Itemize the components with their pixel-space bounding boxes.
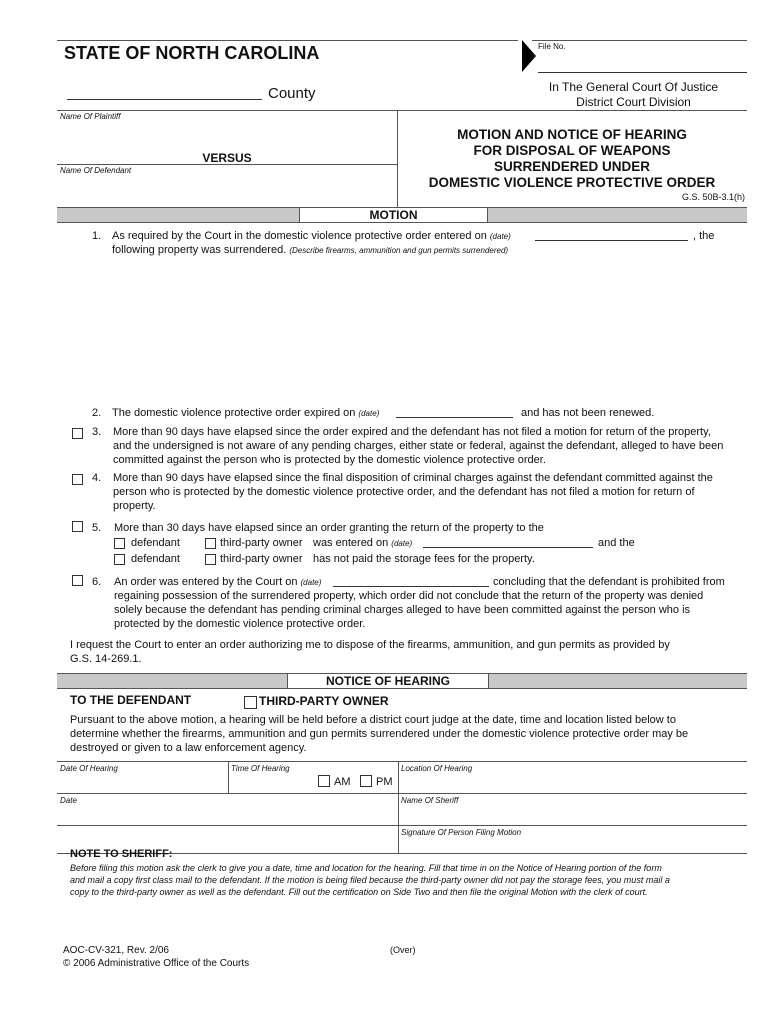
item1-date-field[interactable] — [535, 240, 688, 241]
notice-bar — [57, 673, 747, 689]
hearing-grid-mid — [57, 793, 747, 794]
item5-thirdparty-label: third-party owner — [220, 537, 303, 549]
file-marker-arrow-icon — [522, 40, 536, 72]
item5-defendant2-checkbox[interactable] — [114, 554, 125, 565]
hearing-grid-v2 — [398, 761, 399, 853]
item5-defendant-label: defendant — [131, 537, 180, 549]
item6-text-b: concluding that the defendant is prohibited from — [493, 576, 725, 588]
item5-checkbox[interactable] — [72, 521, 83, 532]
item1-the: , the — [693, 230, 715, 242]
item2-date-field[interactable] — [396, 417, 513, 418]
sheriff-note-line1: Before filing this motion ask the clerk to give you a date, time and location for the hearing. Fill that time in on the Notice of Hearing portion of the form — [70, 863, 662, 873]
location-label: Location Of Hearing — [401, 764, 473, 773]
item1-describe-hint: (Describe firearms, ammunition and gun permits surrendered) — [289, 246, 509, 255]
time-of-hearing-label: Time Of Hearing — [231, 764, 290, 773]
request-line2: G.S. 14-269.1. — [70, 653, 142, 665]
item3-text — [113, 425, 723, 467]
item3-line3: committed against the person who is protected by the domestic violence protective order. — [113, 454, 546, 466]
item5-entered-text: was entered on — [313, 537, 389, 549]
item5-number: 5. — [92, 522, 102, 534]
date-label: Date — [60, 796, 77, 805]
to-defendant-label: TO THE DEFENDANT — [70, 693, 192, 707]
sheriff-note-line2: and mail a copy first class mail to the defendant. If the motion is being filed because the third-party owner did not pay the storage fees, you must mail a — [70, 875, 670, 885]
item3-number: 3. — [92, 426, 102, 438]
item2-number: 2. — [92, 407, 102, 419]
motion-bar — [57, 207, 747, 223]
item6-date-hint: (date) — [300, 578, 322, 587]
request-line1: I request the Court to enter an order authorizing me to dispose of the firearms, ammunition, and gun permits as provided by — [70, 639, 670, 651]
over-label: (Over) — [390, 945, 416, 955]
item4-checkbox[interactable] — [72, 474, 83, 485]
title-line-4: DOMESTIC VIOLENCE PROTECTIVE ORDER — [428, 175, 716, 190]
item5-thirdparty2-checkbox[interactable] — [205, 554, 216, 565]
item1-text-line2 — [112, 243, 508, 258]
item5-notpaid: has not paid the storage fees for the property. — [313, 553, 535, 565]
state-title: STATE OF NORTH CAROLINA — [64, 43, 320, 63]
motion-heading: MOTION — [299, 207, 488, 223]
item1-text — [112, 229, 511, 244]
file-no-label: File No. — [538, 42, 566, 51]
item5-defendant2-label: defendant — [131, 553, 180, 565]
court-line1: In The General Court Of Justice — [548, 80, 719, 94]
item5-defendant-checkbox[interactable] — [114, 538, 125, 549]
item1-text-b: following property was surrendered. — [112, 244, 287, 256]
item5-andthe: and the — [598, 537, 635, 549]
hearing-grid-top — [57, 761, 747, 762]
item6-number: 6. — [92, 576, 102, 588]
item3-line1: More than 90 days have elapsed since the order expired and the defendant has not filed a motion for return of the property, — [113, 426, 711, 438]
item1-text-a: As required by the Court in the domestic violence protective order entered on — [112, 230, 487, 242]
notice-heading: NOTICE OF HEARING — [287, 673, 489, 689]
item6-text-a: An order was entered by the Court on — [114, 576, 298, 588]
pm-label: PM — [376, 776, 393, 788]
item4-line2: person who is protected by the domestic violence protective order, and the defendant has not filed a motion for return of — [113, 486, 695, 498]
copyright: © 2006 Administrative Office of the Courts — [63, 958, 250, 969]
sheriff-note-text — [70, 862, 670, 898]
item4-number: 4. — [92, 472, 102, 484]
item5-line1: More than 30 days have elapsed since an order granting the return of the property to the — [114, 522, 544, 534]
plaintiff-label: Name Of Plaintiff — [60, 112, 121, 121]
item6-date-field[interactable] — [333, 586, 489, 587]
sheriff-name-label: Name Of Sheriff — [401, 796, 459, 805]
am-checkbox[interactable] — [318, 775, 330, 787]
signature-label: Signature Of Person Filing Motion — [401, 828, 522, 837]
item1-number: 1. — [92, 230, 102, 242]
item3-checkbox[interactable] — [72, 428, 83, 439]
item2-date-hint: (date) — [358, 409, 380, 418]
sheriff-note-line3: copy to the third-party owner as well as the defendant. Fill out the certification on Side Two and then file the original Motion with the clerk of court. — [70, 887, 648, 897]
item5-date-field[interactable] — [423, 547, 593, 548]
notice-line1: Pursuant to the above motion, a hearing will be held before a district court judge at the date, time and location listed below to — [70, 714, 676, 726]
defendant-label: Name Of Defendant — [60, 166, 132, 175]
item2-text — [112, 406, 379, 421]
item6-text — [114, 589, 703, 631]
item6-text-a-wrap — [114, 575, 321, 590]
title-line-2: FOR DISPOSAL OF WEAPONS — [473, 143, 671, 158]
date-of-hearing-label: Date Of Hearing — [60, 764, 118, 773]
statute-ref: G.S. 50B-3.1(h) — [681, 192, 745, 202]
item1-date-hint: (date) — [489, 232, 511, 241]
sheriff-note-heading: NOTE TO SHERIFF: — [70, 848, 173, 860]
item6-checkbox[interactable] — [72, 575, 83, 586]
title-line-3: SURRENDERED UNDER — [493, 159, 650, 174]
item4-line3: property. — [113, 500, 156, 512]
item2-text-a: The domestic violence protective order expired on — [112, 407, 356, 419]
item5-thirdparty2-label: third-party owner — [220, 553, 303, 565]
am-label: AM — [334, 776, 351, 788]
item6-line3: solely because the defendant has pending criminal charges alleged to have been committed against the person who is — [114, 604, 691, 616]
file-no-field[interactable] — [538, 72, 747, 73]
court-line2: District Court Division — [576, 95, 691, 109]
property-description-area[interactable] — [112, 258, 747, 398]
item6-line2: regaining possession of the surrendered property, which order did not conclude that the return of the property was denied — [114, 590, 704, 602]
notice-line3: destroyed or given to a law enforcement agency. — [70, 742, 307, 754]
hearing-grid-v1 — [228, 761, 229, 793]
item5-entered — [313, 536, 412, 551]
item5-date-hint: (date) — [391, 539, 413, 548]
item2-text-b: and has not been renewed. — [521, 407, 655, 419]
item5-thirdparty-checkbox[interactable] — [205, 538, 216, 549]
county-label: County — [268, 85, 316, 102]
hearing-grid-low — [57, 825, 747, 826]
notice-line2: determine whether the firearms, ammunition and gun permits surrendered under the domestic violence protective order may be — [70, 728, 689, 740]
county-field[interactable] — [67, 99, 262, 100]
versus-label: VERSUS — [202, 151, 252, 165]
form-id: AOC-CV-321, Rev. 2/06 — [63, 945, 169, 956]
top-border — [57, 40, 518, 41]
item6-line4: protected by the domestic violence protective order. — [114, 618, 366, 630]
top-border-right — [532, 40, 747, 41]
request-text — [70, 638, 670, 666]
item4-text — [113, 471, 713, 513]
item4-line1: More than 90 days have elapsed since the final disposition of criminal charges against the defendant committed against the — [113, 472, 713, 484]
header-divider — [57, 110, 747, 111]
third-party-owner-label: THIRD-PARTY OWNER — [259, 694, 389, 708]
notice-paragraph — [70, 713, 688, 755]
item3-line2: and the undersigned is not aware of any pending charges, either state or federal, against the defendant, alleged to have been — [113, 440, 724, 452]
form-title — [397, 127, 747, 191]
pm-checkbox[interactable] — [360, 775, 372, 787]
title-line-1: MOTION AND NOTICE OF HEARING — [457, 127, 687, 142]
defendant-divider — [57, 164, 397, 165]
third-party-owner-checkbox[interactable] — [244, 696, 257, 709]
